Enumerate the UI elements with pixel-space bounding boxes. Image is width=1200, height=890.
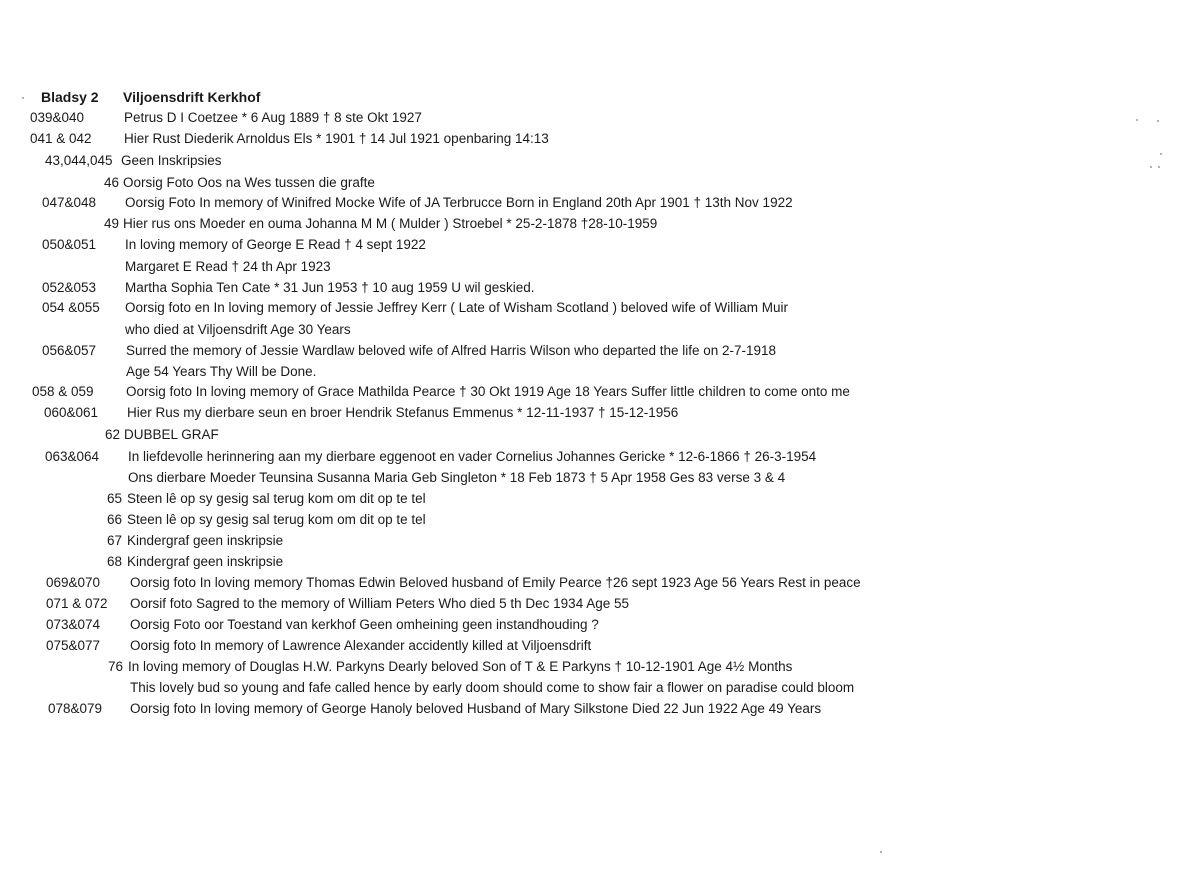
entry-text: Martha Sophia Ten Cate * 31 Jun 1953 † 10 aug 1959 U wil geskied. [125, 280, 535, 295]
scan-speck [1136, 119, 1138, 121]
entry-text: Oorsig Foto In memory of Winifred Mocke Wife of JA Terbrucce Born in England 20th Apr 1901 † 13th Nov 1922 [125, 195, 793, 210]
entry-text: Oorsig foto In loving memory Thomas Edwin Beloved husband of Emily Pearce †26 sept 1923 Age 56 Years Rest in peace [130, 575, 861, 590]
entry-code: 039&040 [30, 110, 85, 125]
entry-code: 050&051 [42, 237, 97, 252]
entry-text: Surred the memory of Jessie Wardlaw beloved wife of Alfred Harris Wilson who departed the life on 2-7-1918 [126, 343, 777, 358]
entry-code: 46 [104, 175, 120, 190]
entry-text: Ons dierbare Moeder Teunsina Susanna Maria Geb Singleton * 18 Feb 1873 † 5 Apr 1958 Ges 83 verse 3 & 4 [128, 470, 786, 485]
entry-text: Oorsig Foto oor Toestand van kerkhof Geen omheining geen instandhouding ? [130, 617, 599, 632]
entry-text: Kindergraf geen inskripsie [127, 533, 284, 548]
entry-code: 060&061 [44, 405, 99, 420]
entry-code: 075&077 [46, 638, 101, 653]
page-number: Bladsy 2 [41, 89, 99, 105]
entry-code: 071 & 072 [46, 596, 108, 611]
page-header [41, 88, 261, 106]
entry-text: Oorsif foto Sagred to the memory of William Peters Who died 5 th Dec 1934 Age 55 [130, 596, 629, 611]
entry-code: 76 [108, 659, 124, 674]
entry-code: 047&048 [42, 195, 97, 210]
entry-code: 058 & 059 [32, 384, 94, 399]
scan-speck [1160, 153, 1162, 155]
entry-code: 67 [107, 533, 123, 548]
entry-code: 063&064 [45, 449, 100, 464]
scan-speck [880, 851, 882, 853]
entry-text: Oorsig foto In loving memory of George Hanoly beloved Husband of Mary Silkstone Died 22 Jun 1922 Age 49 Years [130, 701, 822, 716]
entry-text: Steen lê op sy gesig sal terug kom om dit op te tel [127, 491, 426, 506]
entry-code: 66 [107, 512, 123, 527]
entry-text: In liefdevolle herinnering aan my dierbare eggenoot en vader Cornelius Johannes Gericke * 12-6-1866 † 26-3-1954 [128, 449, 817, 464]
scan-speck [1158, 166, 1160, 168]
entry-code: 49 [104, 216, 120, 231]
entry-text: Oorsig foto In memory of Lawrence Alexander accidently killed at Viljoensdrift [130, 638, 592, 653]
entry-text: Geen Inskripsies [121, 153, 222, 168]
entry-text: Margaret E Read † 24 th Apr 1923 [125, 259, 331, 274]
entry-text: Oorsig foto en In loving memory of Jessie Jeffrey Kerr ( Late of Wisham Scotland ) beloved wife of William Muir [125, 300, 789, 315]
entry-text: In loving memory of Douglas H.W. Parkyns Dearly beloved Son of T & E Parkyns † 10-12-1901 Age 4½ Months [128, 659, 793, 674]
scan-speck [1150, 166, 1152, 168]
entry-code: 65 [107, 491, 123, 506]
entry-text: Hier rus ons Moeder en ouma Johanna M M ( Mulder ) Stroebel * 25-2-1878 †28-10-1959 [123, 216, 658, 231]
entry-code: 073&074 [46, 617, 101, 632]
entry-code: 62 [105, 427, 121, 442]
entry-text: Hier Rus my dierbare seun en broer Hendrik Stefanus Emmenus * 12-11-1937 † 15-12-1956 [127, 405, 679, 420]
entry-text: This lovely bud so young and fafe called hence by early doom should come to show fair a flower on paradise could bloom [130, 680, 855, 695]
entry-text: Oorsig Foto Oos na Wes tussen die grafte [123, 175, 375, 190]
entry-code: 054 &055 [42, 300, 100, 315]
entry-code: 052&053 [42, 280, 97, 295]
entry-code: 68 [107, 554, 123, 569]
entry-code: 041 & 042 [30, 131, 92, 146]
entry-code: 069&070 [46, 575, 101, 590]
entry-text: Oorsig foto In loving memory of Grace Mathilda Pearce † 30 Okt 1919 Age 18 Years Suffer little children to come onto me [126, 384, 850, 399]
scan-speck [1157, 120, 1159, 122]
entry-code: 056&057 [42, 343, 97, 358]
entry-text: In loving memory of George E Read † 4 sept 1922 [125, 237, 426, 252]
entry-text: Petrus D I Coetzee * 6 Aug 1889 † 8 ste Okt 1927 [124, 110, 422, 125]
entry-text: DUBBEL GRAF [124, 427, 219, 442]
scan-speck [22, 97, 24, 99]
cemetery-title: Viljoensdrift Kerkhof [123, 89, 261, 105]
entry-code: 078&079 [48, 701, 103, 716]
entry-code: 43,044,045 [45, 153, 113, 168]
entry-text: Age 54 Years Thy Will be Done. [126, 364, 317, 379]
entry-text: who died at Viljoensdrift Age 30 Years [125, 322, 351, 337]
entry-text: Hier Rust Diederik Arnoldus Els * 1901 † 14 Jul 1921 openbaring 14:13 [124, 131, 549, 146]
entry-text: Kindergraf geen inskripsie [127, 554, 284, 569]
entry-text: Steen lê op sy gesig sal terug kom om dit op te tel [127, 512, 426, 527]
